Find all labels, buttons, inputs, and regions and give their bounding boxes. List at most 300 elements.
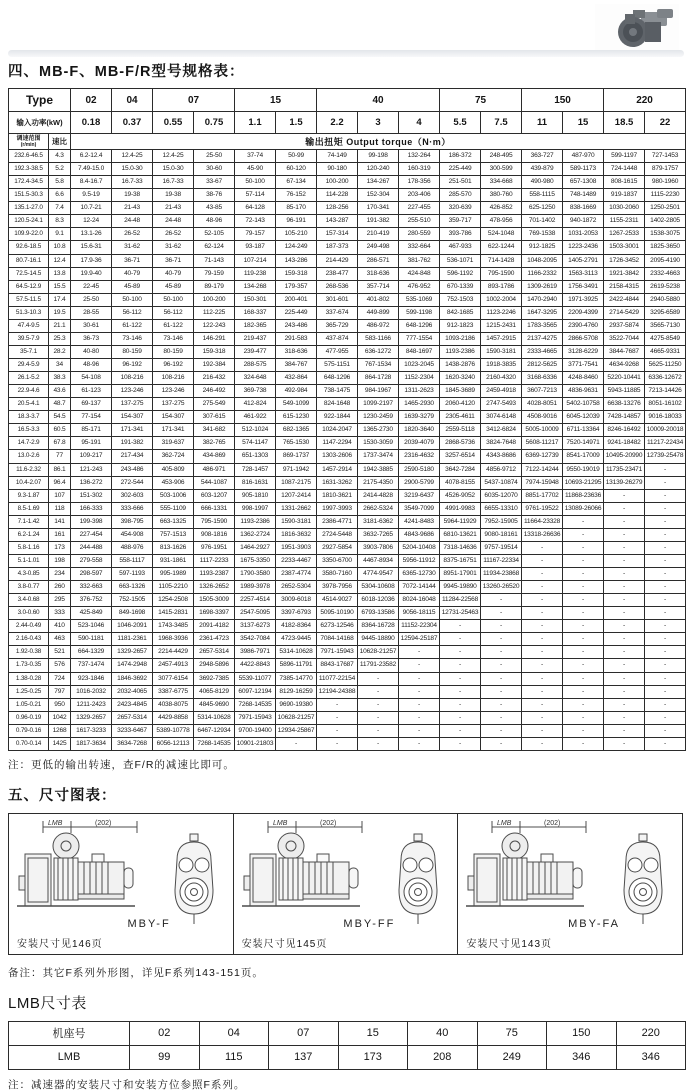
spec-cell: 170-341 <box>358 202 399 215</box>
spec-row <box>9 685 686 698</box>
spec-cell: 663-1326 <box>112 581 153 594</box>
spec-cell: 1617-3233 <box>71 724 112 737</box>
spec-cell: 1023-2045 <box>399 359 440 372</box>
lmb-value-cell: 115 <box>199 1045 269 1069</box>
spec-cell: 449-899 <box>358 306 399 319</box>
spec-cell: 1783-3565 <box>522 319 563 332</box>
spec-cell: - <box>440 633 481 646</box>
spec-cell: 61-122 <box>153 319 194 332</box>
lmb-value-cell: 208 <box>408 1045 478 1069</box>
spec-cell: 752-1503 <box>440 293 481 306</box>
spec-cell: 13139-26279 <box>604 476 645 489</box>
spec-cell: 6018-12036 <box>358 594 399 607</box>
spec-cell: 536-1071 <box>440 254 481 267</box>
spec-cell: 15.6-31 <box>71 241 112 254</box>
spec-cell: 4843-9686 <box>399 528 440 541</box>
input-power-header: 1.1 <box>235 112 276 134</box>
section4-title: 四、MB-F、MB-F/R型号规格表： <box>8 64 245 80</box>
spec-cell: 96.4 <box>49 476 71 489</box>
lmb-value-cell: 346 <box>547 1045 617 1069</box>
output-torque-header: 输出扭矩 Output torque（N·m） <box>71 134 686 150</box>
svg-text:(202): (202) <box>319 819 337 827</box>
spec-cell: 2158-4315 <box>604 280 645 293</box>
spec-cell: 1254-2508 <box>153 594 194 607</box>
input-power-header: 7.5 <box>481 112 522 134</box>
spec-cell: - <box>563 515 604 528</box>
spec-row <box>9 463 686 476</box>
spec-cell: - <box>645 554 686 567</box>
spec-cell: 2714-5429 <box>604 306 645 319</box>
spec-cell: - <box>645 515 686 528</box>
spec-cell: 1465-2930 <box>399 398 440 411</box>
spec-cell: 60.5 <box>49 424 71 437</box>
spec-cell: 225-449 <box>440 163 481 176</box>
spec-cell: 714-1428 <box>481 254 522 267</box>
spec-cell: 893-1786 <box>481 280 522 293</box>
spec-cell: - <box>563 724 604 737</box>
spec-cell: 8364-16728 <box>358 620 399 633</box>
lmb-table <box>8 1021 686 1070</box>
spec-cell: 6097-12194 <box>235 685 276 698</box>
spec-cell: 666-1331 <box>194 502 235 515</box>
spec-cell: 596-1192 <box>440 267 481 280</box>
spec-cell: 3632-7265 <box>358 528 399 541</box>
spec-cell: 6365-12730 <box>399 568 440 581</box>
spec-cell: 6.2-1.24 <box>9 528 49 541</box>
spec-cell: 332-663 <box>71 581 112 594</box>
spec-cell: 765-1530 <box>276 437 317 450</box>
spec-cell: - <box>645 672 686 685</box>
spec-cell: 1329-2657 <box>71 711 112 724</box>
spec-cell: 1115-2230 <box>645 189 686 202</box>
spec-cell: - <box>522 698 563 711</box>
spec-cell: 777-1554 <box>399 332 440 345</box>
spec-row <box>9 163 686 176</box>
spec-cell: 13.8 <box>49 267 71 280</box>
spec-cell: 20.5-4.1 <box>9 398 49 411</box>
spec-row <box>9 711 686 724</box>
spec-cell: - <box>522 737 563 750</box>
spec-cell: - <box>522 594 563 607</box>
svg-text:LMB: LMB <box>272 819 288 827</box>
spec-cell: 96-191 <box>276 215 317 228</box>
spec-cell: - <box>522 672 563 685</box>
spec-cell: 486-972 <box>358 319 399 332</box>
spec-row <box>9 293 686 306</box>
spec-cell: 1405-2791 <box>563 254 604 267</box>
spec-cell: - <box>481 672 522 685</box>
spec-cell: 260 <box>49 581 71 594</box>
spec-cell: 172.4-34.5 <box>9 176 49 189</box>
spec-cell: - <box>604 659 645 672</box>
spec-cell: 651-1303 <box>235 450 276 463</box>
frame-size-header: 220 <box>604 89 686 112</box>
spec-cell: 4248-8460 <box>563 372 604 385</box>
spec-cell: 3549-7099 <box>399 502 440 515</box>
spec-cell: - <box>317 724 358 737</box>
svg-text:(202): (202) <box>544 819 561 827</box>
spec-cell: 21-43 <box>112 202 153 215</box>
spec-cell: 11077-22154 <box>317 672 358 685</box>
spec-cell: - <box>317 737 358 750</box>
spec-cell: 6369-12739 <box>522 450 563 463</box>
spec-cell: 622-1244 <box>481 241 522 254</box>
spec-cell: 1530-3059 <box>358 437 399 450</box>
spec-cell: 5539-11077 <box>235 672 276 685</box>
spec-cell: 4429-8858 <box>153 711 194 724</box>
input-power-header: 4 <box>399 112 440 134</box>
spec-cell: 931-1861 <box>153 554 194 567</box>
spec-cell: 9.3-1.87 <box>9 489 49 502</box>
spec-cell: 64.5-12.9 <box>9 280 49 293</box>
input-power-header: 18.5 <box>604 112 645 134</box>
spec-cell: 118 <box>49 502 71 515</box>
spec-cell: - <box>645 607 686 620</box>
spec-cell: - <box>604 568 645 581</box>
spec-cell: 301-601 <box>317 293 358 306</box>
spec-cell: 7971-15943 <box>235 711 276 724</box>
spec-cell: 0.79-0.16 <box>9 724 49 737</box>
spec-cell: 280-559 <box>399 228 440 241</box>
spec-cell: 89-179 <box>194 280 235 293</box>
spec-row <box>9 319 686 332</box>
spec-cell: 10009-20018 <box>645 424 686 437</box>
frame-size-header: 02 <box>71 89 112 112</box>
spec-cell: 105-210 <box>276 228 317 241</box>
spec-cell: 3692-7385 <box>194 672 235 685</box>
spec-cell: 10693-21295 <box>563 476 604 489</box>
spec-cell: 132-264 <box>399 150 440 163</box>
spec-cell: 5625-11250 <box>645 359 686 372</box>
input-power-header: 3 <box>358 112 399 134</box>
spec-cell: 1147-2294 <box>317 437 358 450</box>
spec-cell: 1457-2914 <box>317 463 358 476</box>
spec-cell: 1474-2948 <box>112 659 153 672</box>
spec-cell: 219-437 <box>235 332 276 345</box>
spec-table-header <box>9 89 686 150</box>
spec-cell: 90-180 <box>317 163 358 176</box>
spec-cell: 80-159 <box>153 345 194 358</box>
spec-cell: 255-510 <box>399 215 440 228</box>
gearmotor-front-view <box>614 832 672 928</box>
spec-cell: 5943-11885 <box>604 385 645 398</box>
lmb-value-cell: 173 <box>338 1045 408 1069</box>
spec-cell: 45-90 <box>235 163 276 176</box>
spec-cell: 1.92-0.38 <box>9 646 49 659</box>
spec-row <box>9 502 686 515</box>
spec-cell: 7122-14244 <box>522 463 563 476</box>
spec-cell: 2160-4320 <box>481 372 522 385</box>
spec-cell: 486-971 <box>194 463 235 476</box>
spec-cell: - <box>522 554 563 567</box>
diagram-install-note: 安装尺寸见145页 <box>241 938 328 950</box>
spec-cell: - <box>399 737 440 750</box>
spec-cell: 4028-8051 <box>522 398 563 411</box>
spec-cell: 648-1296 <box>399 319 440 332</box>
spec-cell: 2866-5708 <box>563 332 604 345</box>
spec-cell: 535-1069 <box>399 293 440 306</box>
spec-cell: 21.1 <box>49 319 71 332</box>
spec-cell: 2305-4611 <box>440 411 481 424</box>
spec-cell: 6467-12934 <box>194 724 235 737</box>
type-header <box>9 89 71 134</box>
spec-cell: 119-238 <box>235 267 276 280</box>
spec-cell: - <box>317 698 358 711</box>
spec-cell: 737-1474 <box>71 659 112 672</box>
spec-table <box>8 88 686 751</box>
spec-cell: 22.9-4.6 <box>9 385 49 398</box>
gearmotor-side-view <box>242 816 392 928</box>
spec-cell: 2590-5180 <box>399 463 440 476</box>
spec-cell: 199-398 <box>71 515 112 528</box>
spec-cell: - <box>645 594 686 607</box>
spec-cell: 47.4-9.5 <box>9 319 49 332</box>
spec-cell: 40-80 <box>71 345 112 358</box>
spec-row <box>9 646 686 659</box>
spec-cell: 816-1631 <box>235 476 276 489</box>
spec-cell: 3233-6467 <box>112 724 153 737</box>
spec-cell: 1590-3181 <box>276 515 317 528</box>
spec-cell: - <box>563 607 604 620</box>
spec-cell: 143-287 <box>317 215 358 228</box>
spec-cell: 3219-6437 <box>399 489 440 502</box>
spec-cell: 12739-25478 <box>645 450 686 463</box>
spec-cell: - <box>563 620 604 633</box>
spec-cell: 10.7-21 <box>71 202 112 215</box>
spec-cell: 1093-2186 <box>440 332 481 345</box>
spec-cell: - <box>604 724 645 737</box>
spec-cell: 123-246 <box>153 385 194 398</box>
spec-cell: - <box>604 711 645 724</box>
spec-cell: 57-114 <box>235 189 276 202</box>
spec-cell: - <box>522 581 563 594</box>
spec-cell: 48-96 <box>194 215 235 228</box>
spec-cell: 1639-3279 <box>399 411 440 424</box>
spec-cell: 6045-12039 <box>563 411 604 424</box>
spec-cell: 9761-19522 <box>522 502 563 515</box>
note-install: 注：减速器的安装尺寸和安装方位参照F系列。 <box>8 1078 246 1091</box>
spec-cell: 214-429 <box>317 254 358 267</box>
spec-cell: 4241-8483 <box>399 515 440 528</box>
spec-cell: 1207-2414 <box>276 489 317 502</box>
spec-cell: 4467-8934 <box>358 554 399 567</box>
spec-cell: 192.3-38.5 <box>9 163 49 176</box>
spec-cell: 40-79 <box>112 267 153 280</box>
spec-row <box>9 450 686 463</box>
spec-cell: 19.9-40 <box>71 267 112 280</box>
spec-cell: - <box>440 672 481 685</box>
spec-cell: 150-301 <box>235 293 276 306</box>
spec-cell: 995-1989 <box>153 568 194 581</box>
spec-cell: - <box>645 463 686 476</box>
spec-row <box>9 332 686 345</box>
spec-cell: 74-149 <box>317 150 358 163</box>
spec-cell: 574-1147 <box>235 437 276 450</box>
spec-cell: 25-50 <box>71 293 112 306</box>
spec-cell: 6273-12546 <box>317 620 358 633</box>
spec-cell: 179-357 <box>276 280 317 293</box>
spec-cell: 2175-4350 <box>358 476 399 489</box>
spec-cell: 3580-7160 <box>317 568 358 581</box>
spec-cell: 56-112 <box>153 306 194 319</box>
spec-cell: - <box>645 698 686 711</box>
spec-cell: 905-1810 <box>235 489 276 502</box>
spec-cell: - <box>604 646 645 659</box>
spec-row <box>9 398 686 411</box>
spec-cell: 52-105 <box>194 228 235 241</box>
spec-cell: 54-108 <box>71 372 112 385</box>
speed-range-header: 调速范围 (r/min) <box>9 134 49 150</box>
spec-cell: 10.4-2.07 <box>9 476 49 489</box>
spec-cell: 1.25-0.25 <box>9 685 49 698</box>
spec-cell: 1402-2805 <box>645 215 686 228</box>
spec-cell: 171-341 <box>112 424 153 437</box>
spec-cell: 217-434 <box>112 450 153 463</box>
spec-cell: 1457-2915 <box>481 332 522 345</box>
spec-cell: - <box>604 607 645 620</box>
spec-cell: 186-372 <box>440 150 481 163</box>
spec-cell: - <box>563 646 604 659</box>
spec-cell: 243-486 <box>112 463 153 476</box>
spec-row <box>9 345 686 358</box>
spec-cell: 227-454 <box>71 528 112 541</box>
spec-cell: - <box>645 541 686 554</box>
spec-cell: 752-1505 <box>112 594 153 607</box>
spec-cell: 244-488 <box>71 541 112 554</box>
spec-cell: 11791-23582 <box>358 659 399 672</box>
spec-cell: 50-100 <box>235 176 276 189</box>
spec-cell: - <box>522 646 563 659</box>
spec-cell: 9945-19890 <box>440 581 481 594</box>
spec-cell: 8024-16048 <box>399 594 440 607</box>
spec-cell: 1846-3692 <box>112 672 153 685</box>
spec-cell: - <box>440 685 481 698</box>
spec-cell: 11152-22304 <box>399 620 440 633</box>
spec-cell: 288-575 <box>235 359 276 372</box>
spec-cell: 3642-7284 <box>440 463 481 476</box>
spec-cell: 15.0-30 <box>112 163 153 176</box>
spec-cell: 67.8 <box>49 437 71 450</box>
spec-cell: 272-544 <box>112 476 153 489</box>
spec-cell: - <box>358 737 399 750</box>
spec-cell: 114-228 <box>317 189 358 202</box>
spec-cell: 1971-3925 <box>563 293 604 306</box>
spec-cell: 3412-6824 <box>481 424 522 437</box>
lmb-size-cell: 75 <box>477 1021 547 1045</box>
spec-cell: 320-639 <box>440 202 481 215</box>
spec-cell: 7072-14144 <box>399 581 440 594</box>
spec-cell: - <box>604 541 645 554</box>
input-power-header: 0.18 <box>71 112 112 134</box>
spec-cell: 96-192 <box>153 359 194 372</box>
spec-cell: 239-477 <box>235 345 276 358</box>
spec-cell: - <box>481 698 522 711</box>
spec-cell: 434-869 <box>194 450 235 463</box>
spec-cell: 2332-4663 <box>645 267 686 280</box>
spec-cell: 9241-18482 <box>604 437 645 450</box>
spec-row <box>9 633 686 646</box>
gearmotor-side-view <box>466 816 616 928</box>
spec-cell: 5608-11217 <box>522 437 563 450</box>
spec-cell: 26-52 <box>153 228 194 241</box>
spec-cell: 61-123 <box>71 385 112 398</box>
spec-cell: - <box>358 711 399 724</box>
spec-cell: 225-449 <box>276 306 317 319</box>
spec-cell: 384-767 <box>276 359 317 372</box>
spec-cell: 12.4-25 <box>153 150 194 163</box>
spec-cell: 6336-12672 <box>645 372 686 385</box>
spec-cell: - <box>604 698 645 711</box>
lmb-table-title: LMB尺寸表 <box>8 994 87 1012</box>
spec-cell: 39.5-7.9 <box>9 332 49 345</box>
spec-cell: 12194-24388 <box>317 685 358 698</box>
input-power-header: 0.75 <box>194 112 235 134</box>
spec-cell: - <box>522 724 563 737</box>
spec-cell: 8.4-16.7 <box>71 176 112 189</box>
spec-cell: 3077-6154 <box>153 672 194 685</box>
spec-cell: 249-498 <box>358 241 399 254</box>
spec-cell: 7385-14770 <box>276 672 317 685</box>
remark-f-series: 备注：其它F系列外形图，详见F系列143-151页。 <box>8 966 264 979</box>
spec-cell: 2209-4399 <box>563 306 604 319</box>
spec-cell: 555-1109 <box>153 502 194 515</box>
spec-cell: 100-200 <box>194 293 235 306</box>
spec-cell: 9016-18033 <box>645 411 686 424</box>
spec-cell: 1048-2095 <box>522 254 563 267</box>
spec-cell: 187-373 <box>317 241 358 254</box>
spec-cell: 2422-4844 <box>604 293 645 306</box>
spec-cell: - <box>481 685 522 698</box>
spec-cell: 5389-10778 <box>153 724 194 737</box>
spec-cell: 724-1448 <box>604 163 645 176</box>
spec-cell: 5402-10758 <box>563 398 604 411</box>
spec-cell: 748-1489 <box>563 189 604 202</box>
spec-cell: 1647-3295 <box>522 306 563 319</box>
spec-cell: - <box>604 502 645 515</box>
spec-cell: 1.73-0.35 <box>9 659 49 672</box>
spec-cell: 4275-8549 <box>645 332 686 345</box>
spec-cell: 2657-5314 <box>112 711 153 724</box>
spec-cell: 61-122 <box>112 319 153 332</box>
spec-cell: 15.0-30 <box>153 163 194 176</box>
spec-cell: 437-874 <box>317 332 358 345</box>
spec-cell: 4774-9547 <box>358 568 399 581</box>
spec-cell: 86.1 <box>49 463 71 476</box>
spec-cell: 1030-2060 <box>604 202 645 215</box>
spec-cell: 227-455 <box>399 202 440 215</box>
lmb-value-cell: 99 <box>130 1045 200 1069</box>
spec-cell: 45-89 <box>112 280 153 293</box>
spec-cell: 663-1325 <box>153 515 194 528</box>
spec-cell: - <box>645 711 686 724</box>
spec-cell: 40-79 <box>153 267 194 280</box>
spec-cell: 332-664 <box>399 241 440 254</box>
spec-cell: 22-45 <box>71 280 112 293</box>
diagram-model-label: MBY-F <box>127 917 171 930</box>
spec-cell: - <box>604 515 645 528</box>
spec-cell: 950 <box>49 698 71 711</box>
spec-row <box>9 620 686 633</box>
spec-cell: 2457-4913 <box>153 659 194 672</box>
spec-cell: - <box>604 737 645 750</box>
spec-cell: 2900-5799 <box>399 476 440 489</box>
spec-table-body <box>9 150 686 751</box>
spec-cell: 11167-22334 <box>481 554 522 567</box>
spec-cell: 3565-7130 <box>645 319 686 332</box>
spec-cell: 43.6 <box>49 385 71 398</box>
spec-cell: 7971-15943 <box>317 646 358 659</box>
spec-cell: - <box>399 711 440 724</box>
